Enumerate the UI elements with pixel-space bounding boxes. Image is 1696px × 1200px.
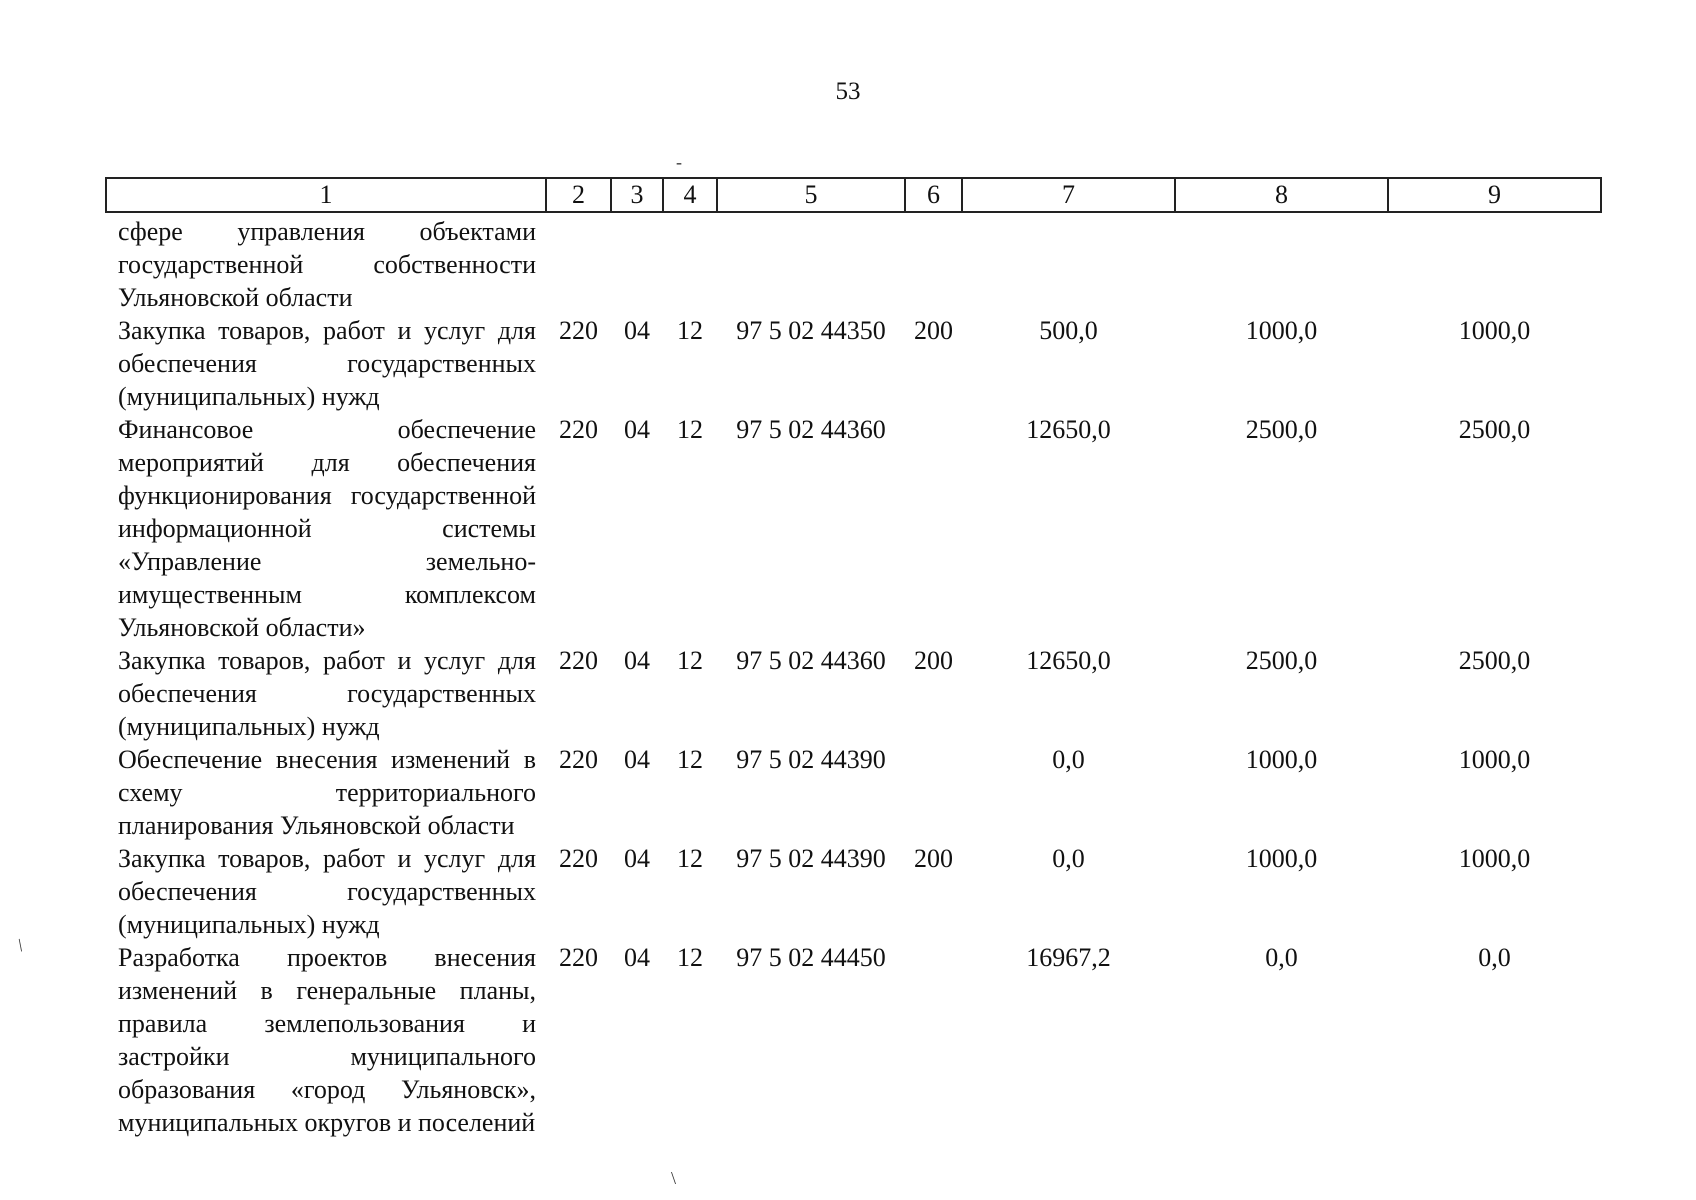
cell-col-9 — [1388, 212, 1601, 314]
cell-col-5: 97 5 02 44360 — [736, 646, 886, 675]
page-number: 53 — [835, 78, 861, 105]
table-header — [106, 178, 1601, 212]
cell-col-3: 04 — [624, 646, 650, 675]
budget-table — [105, 177, 1602, 1139]
cell-col-8: 2500,0 — [1245, 415, 1318, 444]
cell-col-6 — [905, 212, 962, 314]
cell-col-7: 0,0 — [1052, 745, 1085, 774]
table-row — [106, 644, 1601, 743]
cell-col-9: 1000,0 — [1458, 745, 1531, 774]
row-name: Закупка товаров, работ и услуг для обеспечения государственных (муниципальных) нужд — [118, 316, 536, 411]
cell-col-4: 12 — [677, 415, 703, 444]
cell-col-4: 12 — [677, 745, 703, 774]
table-row — [106, 743, 1601, 842]
cell-col-8: 1000,0 — [1245, 844, 1318, 873]
budget-table-container — [105, 177, 1600, 1139]
cell-col-6: 200 — [914, 844, 953, 873]
table-row — [106, 941, 1601, 1139]
cell-col-2: 220 — [559, 844, 598, 873]
header-col-5: 5 — [717, 178, 905, 212]
cell-col-4: 12 — [677, 844, 703, 873]
cell-col-2 — [546, 212, 611, 314]
header-col-2: 2 — [546, 178, 611, 212]
cell-col-3: 04 — [624, 844, 650, 873]
cell-col-4: 12 — [677, 646, 703, 675]
cell-col-2: 220 — [559, 316, 598, 345]
cell-col-5: 97 5 02 44350 — [736, 316, 886, 345]
cell-col-4 — [663, 212, 717, 314]
header-col-1: 1 — [106, 178, 546, 212]
header-col-7: 7 — [962, 178, 1175, 212]
table-row — [106, 842, 1601, 941]
cell-col-6 — [905, 743, 962, 842]
cell-col-8: 2500,0 — [1245, 646, 1318, 675]
scan-speck: - — [676, 152, 682, 172]
row-name: Обеспечение внесения изменений в схему территориального планирования Ульяновской области — [118, 745, 536, 840]
header-col-4: 4 — [663, 178, 717, 212]
cell-col-3 — [611, 212, 663, 314]
table-row — [106, 314, 1601, 413]
cell-col-5: 97 5 02 44360 — [736, 415, 886, 444]
header-col-3: 3 — [611, 178, 663, 212]
cell-col-2: 220 — [559, 646, 598, 675]
cell-col-5: 97 5 02 44390 — [736, 745, 886, 774]
cell-col-9: 2500,0 — [1458, 646, 1531, 675]
cell-col-7: 16967,2 — [1026, 943, 1111, 972]
cell-col-3: 04 — [624, 316, 650, 345]
header-col-8: 8 — [1175, 178, 1388, 212]
cell-col-6: 200 — [914, 646, 953, 675]
cell-col-2: 220 — [559, 943, 598, 972]
cell-col-7: 500,0 — [1039, 316, 1098, 345]
cell-col-4: 12 — [677, 316, 703, 345]
cell-col-9: 2500,0 — [1458, 415, 1531, 444]
header-col-9: 9 — [1388, 178, 1601, 212]
header-col-6: 6 — [905, 178, 962, 212]
cell-col-6: 200 — [914, 316, 953, 345]
cell-col-7 — [962, 212, 1175, 314]
cell-col-9: 1000,0 — [1458, 316, 1531, 345]
cell-col-8: 1000,0 — [1245, 316, 1318, 345]
cell-col-8: 1000,0 — [1245, 745, 1318, 774]
cell-col-7: 12650,0 — [1026, 415, 1111, 444]
cell-col-2: 220 — [559, 745, 598, 774]
cell-col-5 — [717, 212, 905, 314]
cell-col-2: 220 — [559, 415, 598, 444]
row-name: Финансовое обеспечение мероприятий для обеспечения функционирования государственной информационной системы «Управление земельно-имущественным комплексом Ульяновской области» — [118, 415, 536, 642]
cell-col-5: 97 5 02 44390 — [736, 844, 886, 873]
table-body — [106, 212, 1601, 1139]
cell-col-7: 0,0 — [1052, 844, 1085, 873]
cell-col-8: 0,0 — [1265, 943, 1298, 972]
cell-col-4: 12 — [677, 943, 703, 972]
cell-col-7: 12650,0 — [1026, 646, 1111, 675]
cell-col-9: 1000,0 — [1458, 844, 1531, 873]
row-name: Закупка товаров, работ и услуг для обеспечения государственных (муниципальных) нужд — [118, 844, 536, 939]
cell-col-6 — [905, 941, 962, 1139]
row-name: сфере управления объектами государственной собственности Ульяновской области — [118, 217, 536, 312]
table-row — [106, 413, 1601, 644]
cell-col-3: 04 — [624, 745, 650, 774]
cell-col-3: 04 — [624, 943, 650, 972]
cell-col-9: 0,0 — [1478, 943, 1511, 972]
header-row — [106, 178, 1601, 212]
cell-col-8 — [1175, 212, 1388, 314]
cell-col-6 — [905, 413, 962, 644]
cell-col-3: 04 — [624, 415, 650, 444]
row-name: Разработка проектов внесения изменений в генеральные планы, правила землепользования и застройки муниципального образования «город Ульяновск», муниципальных округов и поселений — [118, 943, 536, 1137]
table-row — [106, 212, 1601, 314]
scan-speck: / — [13, 935, 28, 955]
scan-speck: \ — [671, 1168, 677, 1188]
cell-col-5: 97 5 02 44450 — [736, 943, 886, 972]
row-name: Закупка товаров, работ и услуг для обеспечения государственных (муниципальных) нужд — [118, 646, 536, 741]
